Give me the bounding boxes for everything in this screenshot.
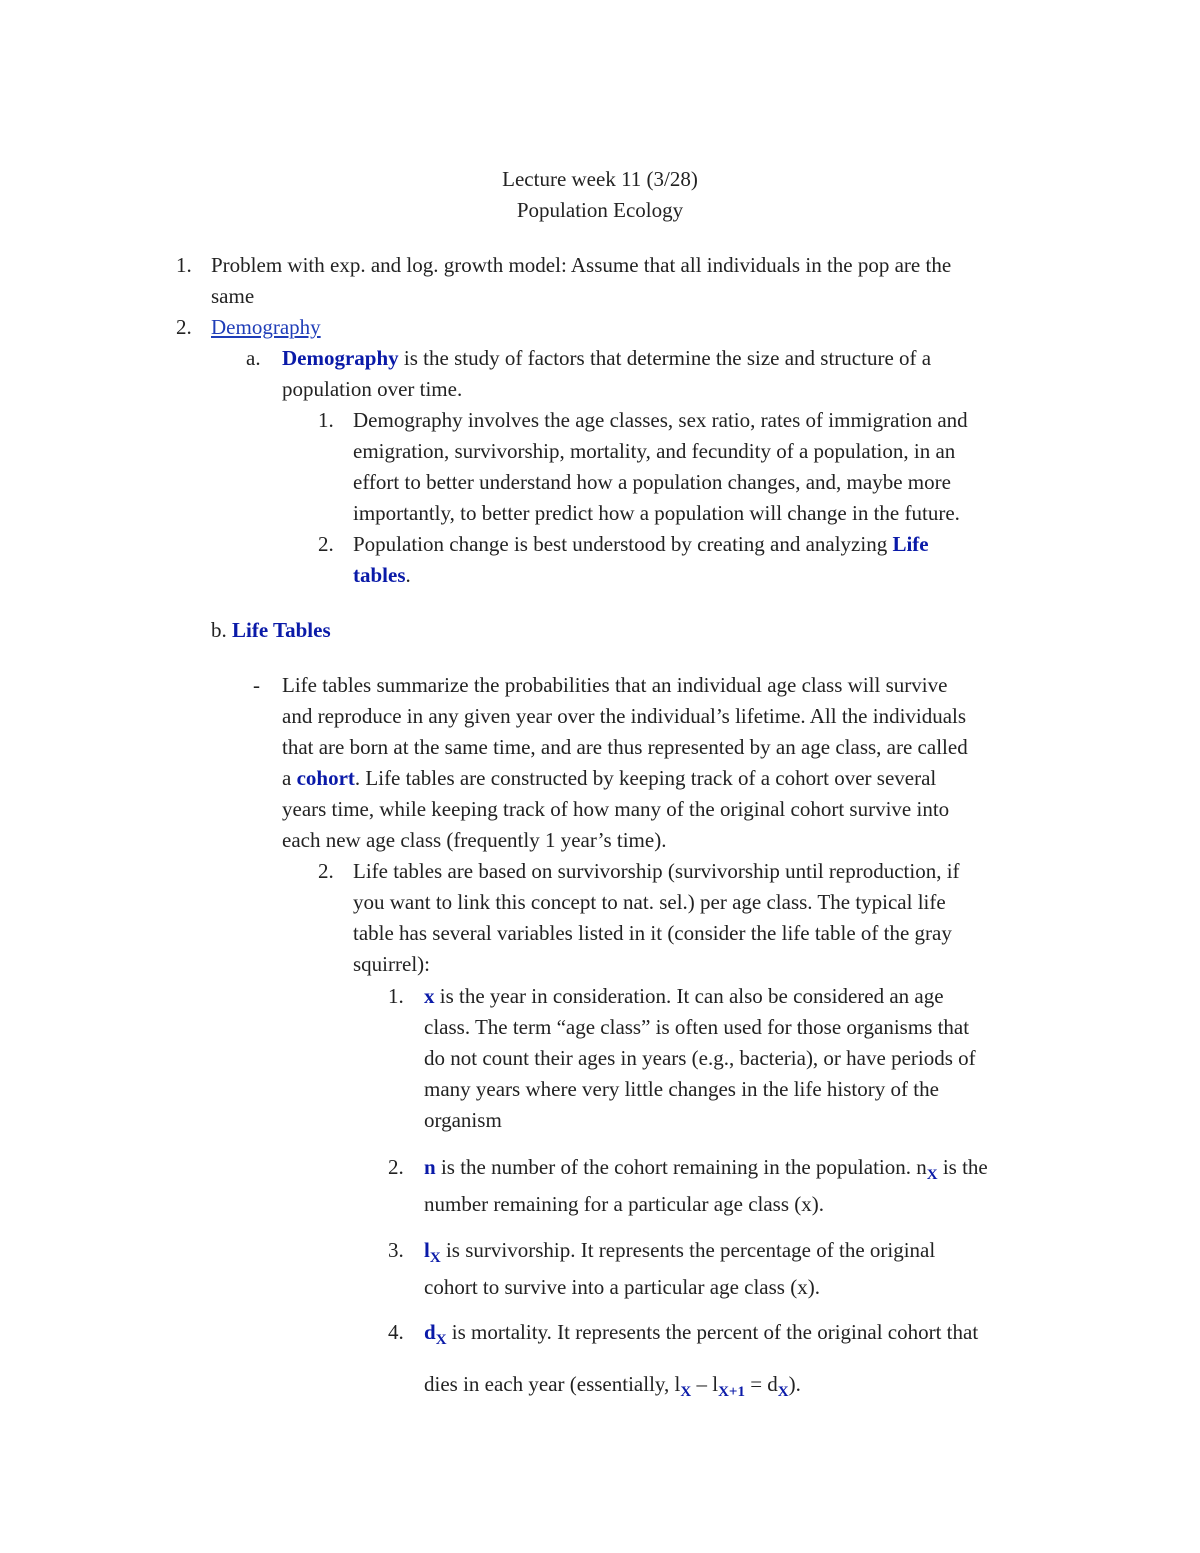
list-number: 2. — [388, 1155, 404, 1179]
list-number: 2. — [176, 315, 192, 339]
list-text: $d_X$ is mortality. It represents the percent of the original cohort that — [424, 1320, 979, 1348]
list-number: 1. — [176, 253, 192, 277]
list-number: 1. — [388, 984, 404, 1008]
list-text: you want to link this concept to nat. sel.) per age class. The typical life — [353, 890, 946, 914]
list-text: many years where very little changes in the life history of the — [424, 1077, 939, 1101]
term-lx: l — [424, 1238, 430, 1262]
list-text: that are born at the same time, and are thus represented by an age class, are called — [282, 735, 968, 759]
list-text: squirrel): — [353, 952, 430, 976]
list-text: Population change is best understood by creating and analyzing Life — [353, 532, 929, 556]
page-subtitle: Population Ecology — [516, 198, 684, 222]
list-text: years time, while keeping track of how many of the original cohort survive into — [282, 797, 950, 821]
list-text: same — [211, 284, 255, 308]
list-text: Life tables summarize the probabilities that an individual age class will survive — [282, 673, 948, 697]
list-dash: - — [253, 673, 260, 697]
list-text: Life tables are based on survivorship (survivorship until reproduction, if — [353, 859, 960, 883]
list-text: n is the number of the cohort remaining in the population. $n_X$ is the — [424, 1155, 988, 1183]
list-text: importantly, to better predict how a population will change in the future. — [353, 501, 960, 525]
list-text: emigration, survivorship, mortality, and fecundity of a population, in an — [353, 439, 956, 463]
list-text: $l_X$ is survivorship. It represents the percentage of the original — [424, 1238, 936, 1266]
list-number: 1. — [318, 408, 334, 432]
term-demography: Demography — [282, 346, 399, 370]
list-text: cohort to survive into a particular age class (x). — [424, 1275, 820, 1299]
list-text: class. The term “age class” is often used for those organisms that — [424, 1015, 970, 1039]
list-text: do not count their ages in years (e.g., bacteria), or have periods of — [424, 1046, 976, 1070]
list-number: 4. — [388, 1320, 404, 1344]
term-x: x — [424, 984, 435, 1008]
list-text: number remaining for a particular age class (x). — [424, 1192, 824, 1216]
list-text: Demography involves the age classes, sex ratio, rates of immigration and — [353, 408, 968, 432]
list-text: tables. — [353, 563, 411, 587]
list-letter: a. — [246, 346, 261, 370]
list-text: population over time. — [282, 377, 463, 401]
term-life-tables: Life — [892, 532, 929, 556]
list-text: x is the year in consideration. It can also be considered an age — [424, 984, 944, 1008]
section-heading: b. Life Tables — [211, 618, 331, 642]
list-text: Demography is the study of factors that determine the size and structure of a — [282, 346, 932, 370]
list-number: 3. — [388, 1238, 404, 1262]
list-text: a cohort. Life tables are constructed by keeping track of a cohort over several — [282, 766, 937, 790]
term-n: n — [424, 1155, 436, 1179]
list-text: each new age class (frequently 1 year’s time). — [282, 828, 667, 852]
list-number: 2. — [318, 859, 334, 883]
term-cohort: cohort — [296, 766, 355, 790]
list-text: Problem with exp. and log. growth model: Assume that all individuals in the pop are the — [211, 253, 952, 277]
list-text: and reproduce in any given year over the individual’s lifetime. All the individuals — [282, 704, 967, 728]
list-text: table has several variables listed in it (consider the life table of the gray — [353, 921, 952, 945]
demography-link[interactable]: Demography — [211, 315, 321, 339]
formula-line: dies in each year (essentially, $l_X - l_{X+1} = d_X$). — [424, 1372, 801, 1400]
page-title: Lecture week 11 (3/28) — [502, 167, 698, 191]
list-text: organism — [424, 1108, 502, 1132]
term-dx: d — [424, 1320, 436, 1344]
list-text: effort to better understand how a population changes, and, maybe more — [353, 470, 951, 494]
list-number: 2. — [318, 532, 334, 556]
